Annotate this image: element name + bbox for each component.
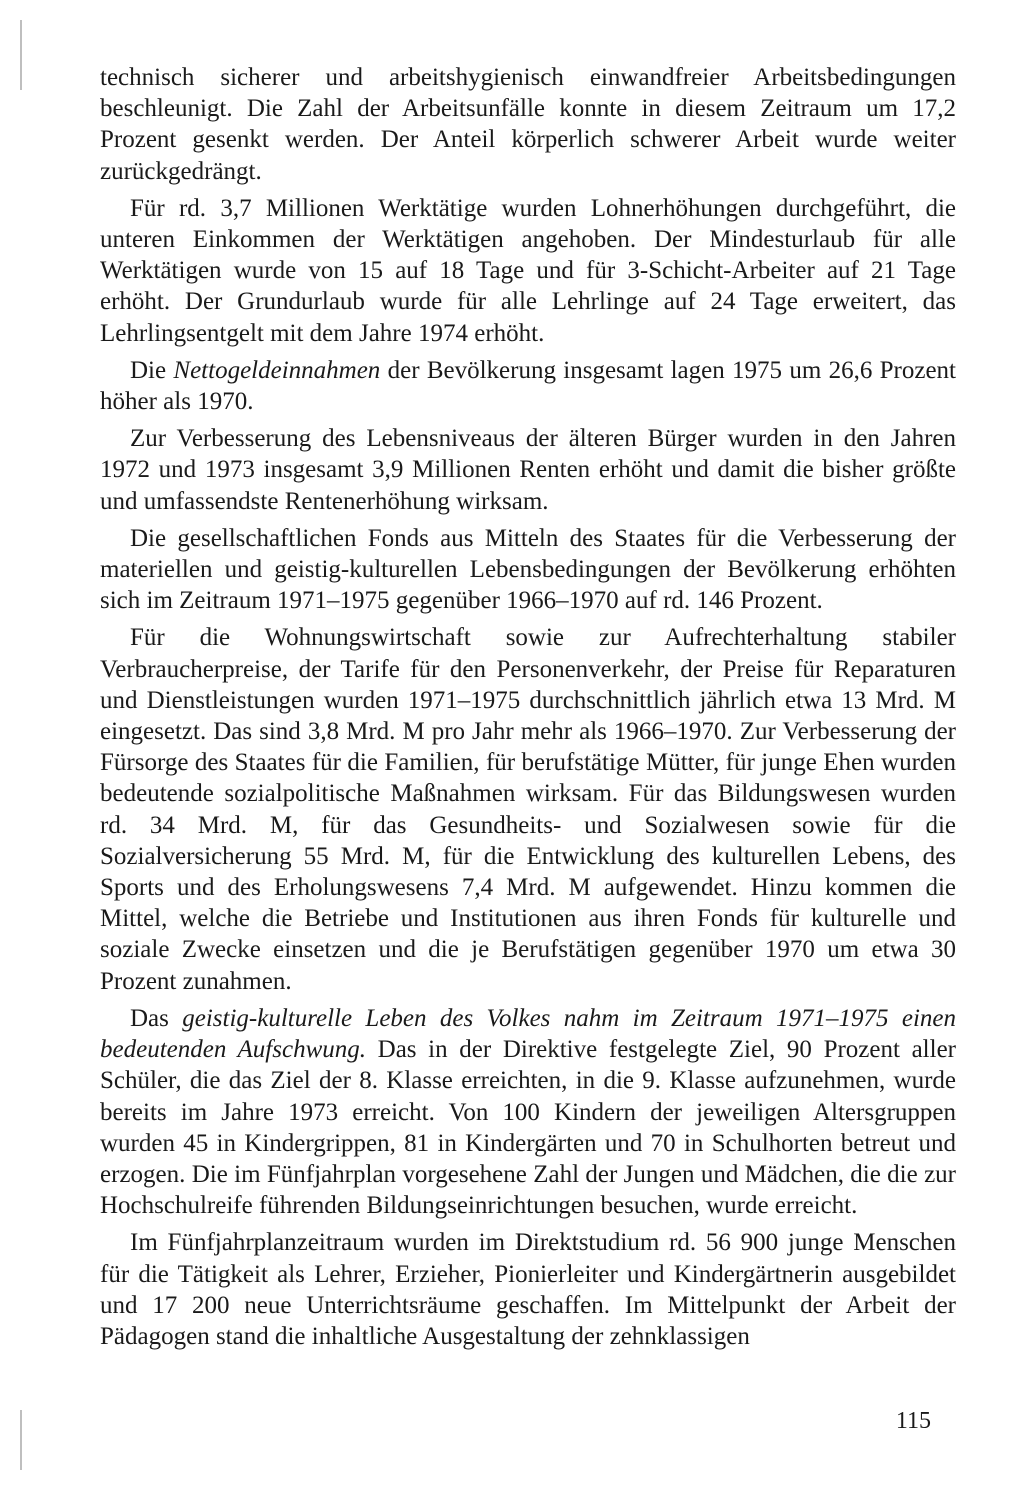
paragraph-text: Das [130,1004,183,1032]
paragraph: Die gesellschaftlichen Fonds aus Mitteln des Staates für die Verbesserung der materiellen und geistig-kulturellen Lebensbedingungen der Bevölkerung erhöhten sich im Zeitraum 1971–1975 gegenüber 1966–1970 auf rd. 146 Prozent. [100,524,956,615]
paragraph: technisch sicherer und arbeitshygienisch einwandfreier Arbeitsbedingungen beschleunigt. Die Zahl der Arbeitsunfälle konnte in diesem Zeitraum um 17,2 Prozent gesenkt werden. Der Anteil körperlich schwerer Arbeit wurde weiter zurückgedrängt. [100,64,956,185]
paragraph-text: der Bevölkerung insgesamt lagen 1975 um 26,6 Prozent höher als 1970. [100,356,956,416]
paragraph-text: Die [130,356,174,384]
body-text [100,62,956,1358]
paragraph: Für die Wohnungswirtschaft sowie zur Aufrechterhaltung stabiler Verbraucherpreise, der Tarife für den Personenverkehr, der Preise für Reparaturen und Dienstleistungen wurden 1971–1975 durchschnittlich jährlich etwa 13 Mrd. M eingesetzt. Das sind 3,8 Mrd. M pro Jahr mehr als 1966–1970. Zur Verbesserung der Fürsorge des Staates für die Familien, für berufstätige Mütter, für junge Ehen wurden bedeutende sozialpolitische Maßnahmen wirksam. Für das Bildungswesen wurden rd. 34 Mrd. M, für das Gesundheits- und Sozialwesen sowie für die Sozialversicherung 55 Mrd. M, für die Entwicklung des kulturellen Lebens, des Sports und des Erholungswesens 7,4 Mrd. M aufgewendet. Hinzu kommen die Mittel, welche die Betriebe und Institutionen aus ihren Fonds für kulturelle und soziale Zwecke einsetzen und die je Berufstätigen gegenüber 1970 um etwa 30 Prozent zunahmen. [100,624,956,995]
paragraph [100,355,956,417]
paragraph: Im Fünfjahrplanzeitraum wurden im Direktstudium rd. 56 900 junge Menschen für die Tätigkeit als Lehrer, Erzieher, Pionierleiter und Kindergärtnerin ausgebildet und 17 200 neue Unterrichtsräume geschaffen. Im Mittelpunkt der Arbeit der Pädagogen stand die inhaltliche Ausgestaltung der zehnklassigen [100,1229,956,1350]
scan-edge-mark [20,1410,22,1470]
paragraph [100,1003,956,1221]
italic-term: Nettogeldeinnahmen [173,356,381,384]
paragraph: Zur Verbesserung des Lebensniveaus der älteren Bürger wurden in den Jahren 1972 und 1973 insgesamt 3,9 Millionen Renten erhöht und damit die bisher größte und umfassendste Rentenerhöhung wirksam. [100,425,956,515]
paragraph: Für rd. 3,7 Millionen Werktätige wurden Lohnerhöhungen durchgeführt, die unteren Einkommen der Werktätigen angehoben. Der Mindesturlaub für alle Werktätigen wurde von 15 auf 18 Tage und für 3-Schicht-Arbeiter auf 21 Tage erhöht. Der Grundurlaub wurde für alle Lehrlinge auf 24 Tage erweitert, das Lehrlingsentgelt mit dem Jahre 1974 erhöht. [100,194,956,347]
scan-edge-mark [20,20,22,90]
italic-term: geistig-kulturelle Leben des Volkes nahm im Zeitraum 1971–1975 einen bedeutenden Aufschwung. [100,1004,956,1064]
paragraph-text: Das in der Direktive festgelegte Ziel, 90 Prozent aller Schüler, die das Ziel der 8. Klasse erreichten, in die 9. Klasse aufzunehmen, wurde bereits im Jahre 1973 erreicht. Von 100 Kindern der jeweiligen Altersgruppen wurden 45 in Kindergrippen, 81 in Kindergärten und 70 in Schulhorten betreut und erzogen. Die im Fünfjahrplan vorgesehene Zahl der Jungen und Mädchen, die die zur Hochschulreife führenden Bildungseinrichtungen besuchen, wurde erreicht. [100,1036,956,1220]
page-number: 115 [895,1408,931,1434]
